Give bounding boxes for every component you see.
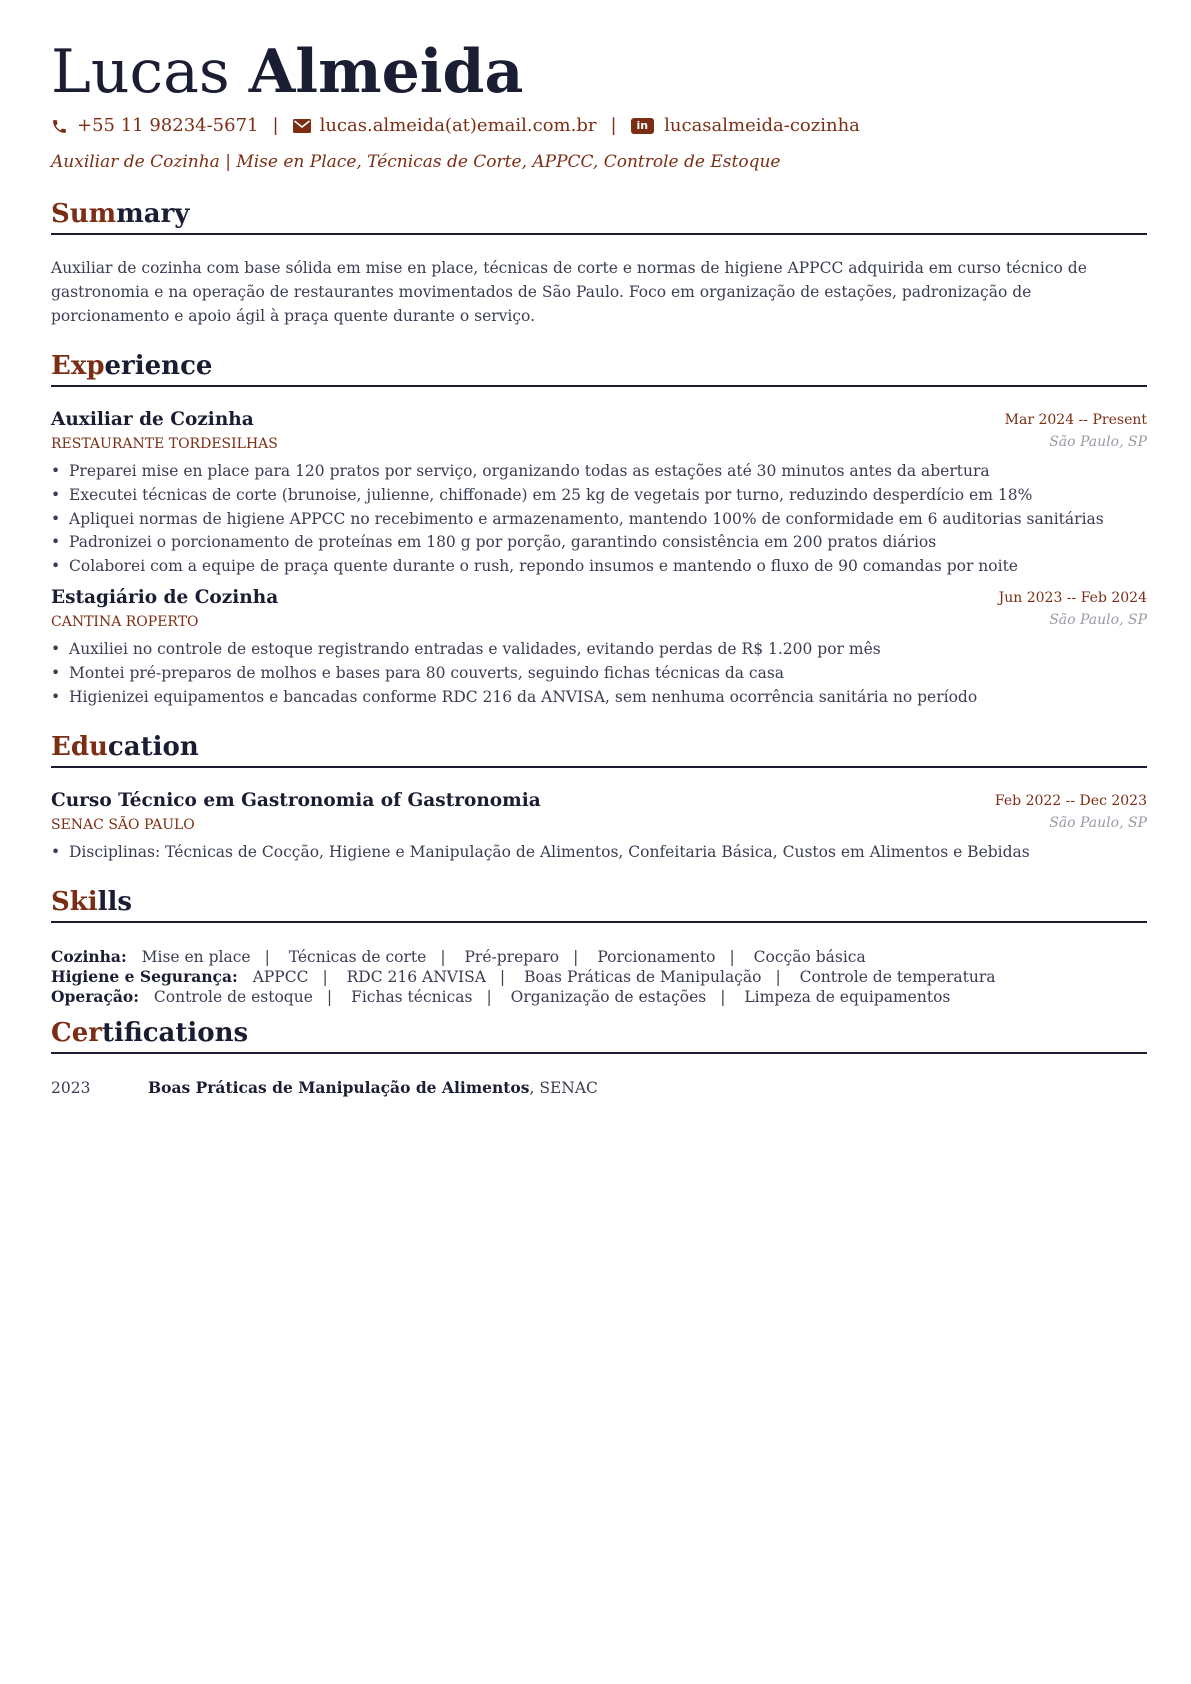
skill-item: Cocção básica	[753, 948, 866, 966]
last-name: Almeida	[248, 37, 524, 107]
envelope-icon	[293, 119, 311, 133]
skill-item: RDC 216 ANVISA	[346, 968, 486, 986]
skill-item: Pré-preparo	[464, 948, 560, 966]
education-bullets	[51, 841, 1147, 865]
education-location: São Paulo, SP	[1049, 815, 1147, 831]
contact-separator: |	[610, 115, 617, 136]
job-location: São Paulo, SP	[1049, 612, 1147, 628]
skill-separator: |	[440, 948, 446, 966]
section-title-summary: Summary	[51, 198, 1147, 235]
job-dates: Mar 2024 -- Present	[1004, 412, 1147, 428]
contact-email[interactable]	[293, 114, 597, 138]
list-item: • Montei pré-preparos de molhos e bases para 80 couverts, seguindo fichas técnicas da casa	[51, 662, 1147, 686]
candidate-name	[51, 36, 523, 108]
headline-tagline: Auxiliar de Cozinha | Mise en Place, Técnicas de Corte, APPCC, Controle de Estoque	[51, 152, 781, 172]
skill-separator: |	[322, 968, 328, 986]
job-title: Auxiliar de Cozinha	[51, 409, 254, 430]
contact-bar	[51, 114, 860, 138]
skill-separator: |	[729, 948, 735, 966]
list-item: • Disciplinas: Técnicas de Cocção, Higiene e Manipulação de Alimentos, Confeitaria Básica, Custos em Alimentos e Bebidas	[51, 841, 1147, 865]
section-title-education: Education	[51, 731, 1147, 768]
phone-icon	[51, 118, 68, 135]
skill-separator: |	[486, 988, 492, 1006]
job-dates: Jun 2023 -- Feb 2024	[998, 590, 1147, 606]
skill-item: Porcionamento	[597, 948, 716, 966]
skill-category: Operação:	[51, 987, 139, 1006]
certification-name: Boas Práticas de Manipulação de Alimentos	[148, 1078, 530, 1097]
job-bullets	[51, 460, 1147, 579]
education-dates: Feb 2022 -- Dec 2023	[994, 793, 1147, 809]
job-title: Estagiário de Cozinha	[51, 587, 279, 608]
skill-item: Mise en place	[141, 948, 251, 966]
certification-issuer: , SENAC	[529, 1079, 598, 1097]
list-item: • Apliquei normas de higiene APPCC no recebimento e armazenamento, mantendo 100% de conformidade em 6 auditorias sanitárias	[51, 508, 1147, 532]
job-employer: CANTINA ROPERTO	[51, 614, 199, 630]
skill-category: Cozinha:	[51, 947, 127, 966]
summary-text: Auxiliar de cozinha com base sólida em mise en place, técnicas de corte e normas de higiene APPCC adquirida em curso técnico de gastronomia e na operação de restaurantes movimentados de São Paulo. Foco em organização de estações, padronização de porcionamento e apoio ágil à praça quente durante o serviço.	[51, 259, 1087, 325]
first-name: Lucas	[51, 37, 230, 107]
skill-separator: |	[720, 988, 726, 1006]
list-item: • Preparei mise en place para 120 pratos por serviço, organizando todas as estações até 30 minutos antes da abertura	[51, 460, 1147, 484]
certification-year: 2023	[51, 1079, 91, 1097]
contact-separator: |	[272, 115, 279, 136]
job-bullets	[51, 638, 1147, 709]
skill-separator: |	[264, 948, 270, 966]
contact-linkedin[interactable]	[631, 114, 860, 138]
email-text: lucas.almeida(at)email.com.br	[319, 115, 597, 136]
skill-category: Higiene e Segurança:	[51, 967, 238, 986]
skill-item: Controle de temperatura	[799, 968, 996, 986]
section-title-skills: Skills	[51, 886, 1147, 923]
skill-item: Técnicas de corte	[288, 948, 427, 966]
skill-separator: |	[775, 968, 781, 986]
skill-separator: |	[499, 968, 506, 986]
skill-item: Organização de estações	[510, 988, 707, 1006]
linkedin-icon: in	[631, 118, 655, 134]
list-item: • Colaborei com a equipe de praça quente durante o rush, repondo insumos e mantendo o fluxo de 90 comandas por noite	[51, 555, 1147, 579]
skill-item: Limpeza de equipamentos	[744, 988, 951, 1006]
skill-item: Fichas técnicas	[351, 988, 473, 1006]
education-title: Curso Técnico em Gastronomia of Gastronomia	[51, 790, 541, 811]
education-school: SENAC SÃO PAULO	[51, 817, 195, 833]
phone-text: +55 11 98234-5671	[77, 115, 259, 136]
contact-phone[interactable]	[51, 114, 259, 138]
list-item: • Padronizei o porcionamento de proteínas em 180 g por porção, garantindo consistência em 200 pratos diários	[51, 531, 1147, 555]
skill-separator: |	[573, 948, 579, 966]
skill-separator: |	[326, 988, 333, 1006]
list-item: • Higienizei equipamentos e bancadas conforme RDC 216 da ANVISA, sem nenhuma ocorrência sanitária no período	[51, 686, 1147, 710]
skill-row-operacao	[51, 987, 950, 1007]
skill-row-cozinha	[51, 947, 866, 967]
job-location: São Paulo, SP	[1049, 434, 1147, 450]
list-item: • Executei técnicas de corte (brunoise, julienne, chiffonade) em 25 kg de vegetais por turno, reduzindo desperdício em 18%	[51, 484, 1147, 508]
list-item: • Auxiliei no controle de estoque registrando entradas e validades, evitando perdas de R$ 1.200 por mês	[51, 638, 1147, 662]
linkedin-text: lucasalmeida-cozinha	[664, 115, 860, 136]
skill-item: APPCC	[252, 968, 309, 986]
section-title-certifications: Certifications	[51, 1017, 1147, 1054]
section-title-experience: Experience	[51, 350, 1147, 387]
skill-item: Boas Práticas de Manipulação	[524, 968, 762, 986]
job-employer: RESTAURANTE TORDESILHAS	[51, 436, 278, 452]
certification-row	[51, 1078, 598, 1097]
skill-row-higiene	[51, 967, 996, 987]
skill-item: Controle de estoque	[153, 988, 313, 1006]
